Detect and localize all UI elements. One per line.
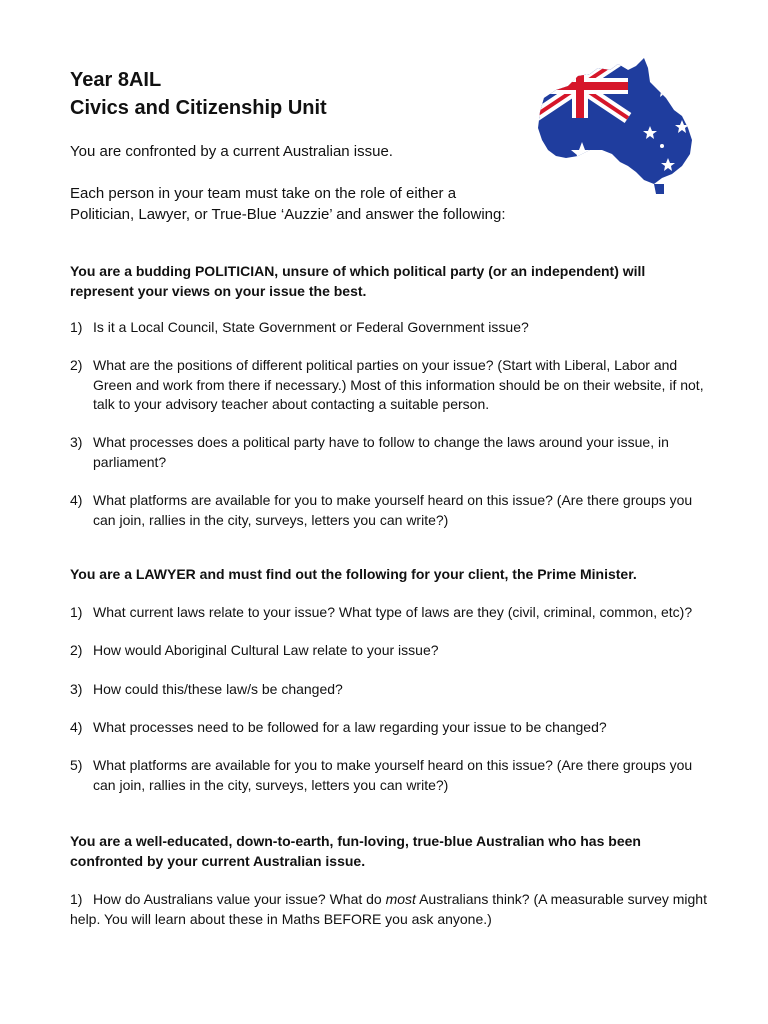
item-number: 5) <box>70 757 83 773</box>
item-number: 4) <box>70 492 83 508</box>
title-year: Year 8AIL <box>70 69 162 91</box>
item-text: What current laws relate to your issue? What type of laws are they (civil, criminal, common, etc)? <box>93 604 693 620</box>
item-text-before: How do Australians value your issue? What do <box>93 891 386 907</box>
title-unit: Civics and Citizenship Unit <box>70 97 327 119</box>
item-text: Is it a Local Council, State Government or Federal Government issue? <box>93 319 529 335</box>
item-number: 1) <box>70 319 83 335</box>
politician-item-2 <box>70 356 710 415</box>
item-number: 2) <box>70 642 83 658</box>
item-number: 2) <box>70 357 83 373</box>
lawyer-item-2 <box>70 641 710 661</box>
item-number: 4) <box>70 719 83 735</box>
intro-role-line-2: Politician, Lawyer, or True-Blue ‘Auzzie’ and answer the following: <box>70 206 506 223</box>
document-title <box>70 66 327 122</box>
item-text: What are the positions of different political parties on your issue? (Start with Liberal, Labor and Green and work from there if necessary.) Most of this information should be on their website, if not, talk to your advisory teacher about contacting a suitable person. <box>93 357 704 412</box>
intro-role-line-1: Each person in your team must take on the role of either a <box>70 185 457 202</box>
politician-item-1 <box>70 318 710 338</box>
item-number: 3) <box>70 681 83 697</box>
politician-item-4 <box>70 491 710 530</box>
lawyer-item-5 <box>70 756 710 795</box>
politician-heading: You are a budding POLITICIAN, unsure of which political party (or an independent) will represent your views on your issue the best. <box>70 263 646 299</box>
item-number: 1) <box>70 891 83 907</box>
item-text: What processes does a political party have to follow to change the laws around your issue, in parliament? <box>93 434 669 470</box>
auzzie-heading: You are a well-educated, down-to-earth, fun-loving, true-blue Australian who has been confronted by your current Australian issue. <box>70 833 641 869</box>
item-text: What platforms are available for you to make yourself heard on this issue? (Are there groups you can join, rallies in the city, surveys, letters you can write?) <box>93 492 693 528</box>
lawyer-heading: You are a LAWYER and must find out the following for your client, the Prime Minister. <box>70 566 637 582</box>
item-text: How could this/these law/s be changed? <box>93 681 343 697</box>
item-number: 3) <box>70 434 83 450</box>
item-number: 1) <box>70 604 83 620</box>
auzzie-item-1 <box>70 890 710 929</box>
lawyer-item-4 <box>70 718 710 738</box>
intro-issue: You are confronted by a current Australian issue. <box>70 143 393 160</box>
lawyer-item-1 <box>70 603 710 623</box>
item-text: How would Aboriginal Cultural Law relate to your issue? <box>93 642 439 658</box>
lawyer-item-3 <box>70 680 710 700</box>
politician-item-3 <box>70 433 710 472</box>
item-text: What platforms are available for you to make yourself heard on this issue? (Are there groups you can join, rallies in the city, surveys, letters you can write?) <box>93 757 693 793</box>
item-text-after: Australians think? (A measurable survey might help. You will learn about these in Maths BEFORE you ask anyone.) <box>70 891 707 927</box>
item-text-emphasis: most <box>385 891 416 907</box>
australia-flag-map-icon <box>532 54 710 196</box>
item-text: What processes need to be followed for a law regarding your issue to be changed? <box>93 719 607 735</box>
